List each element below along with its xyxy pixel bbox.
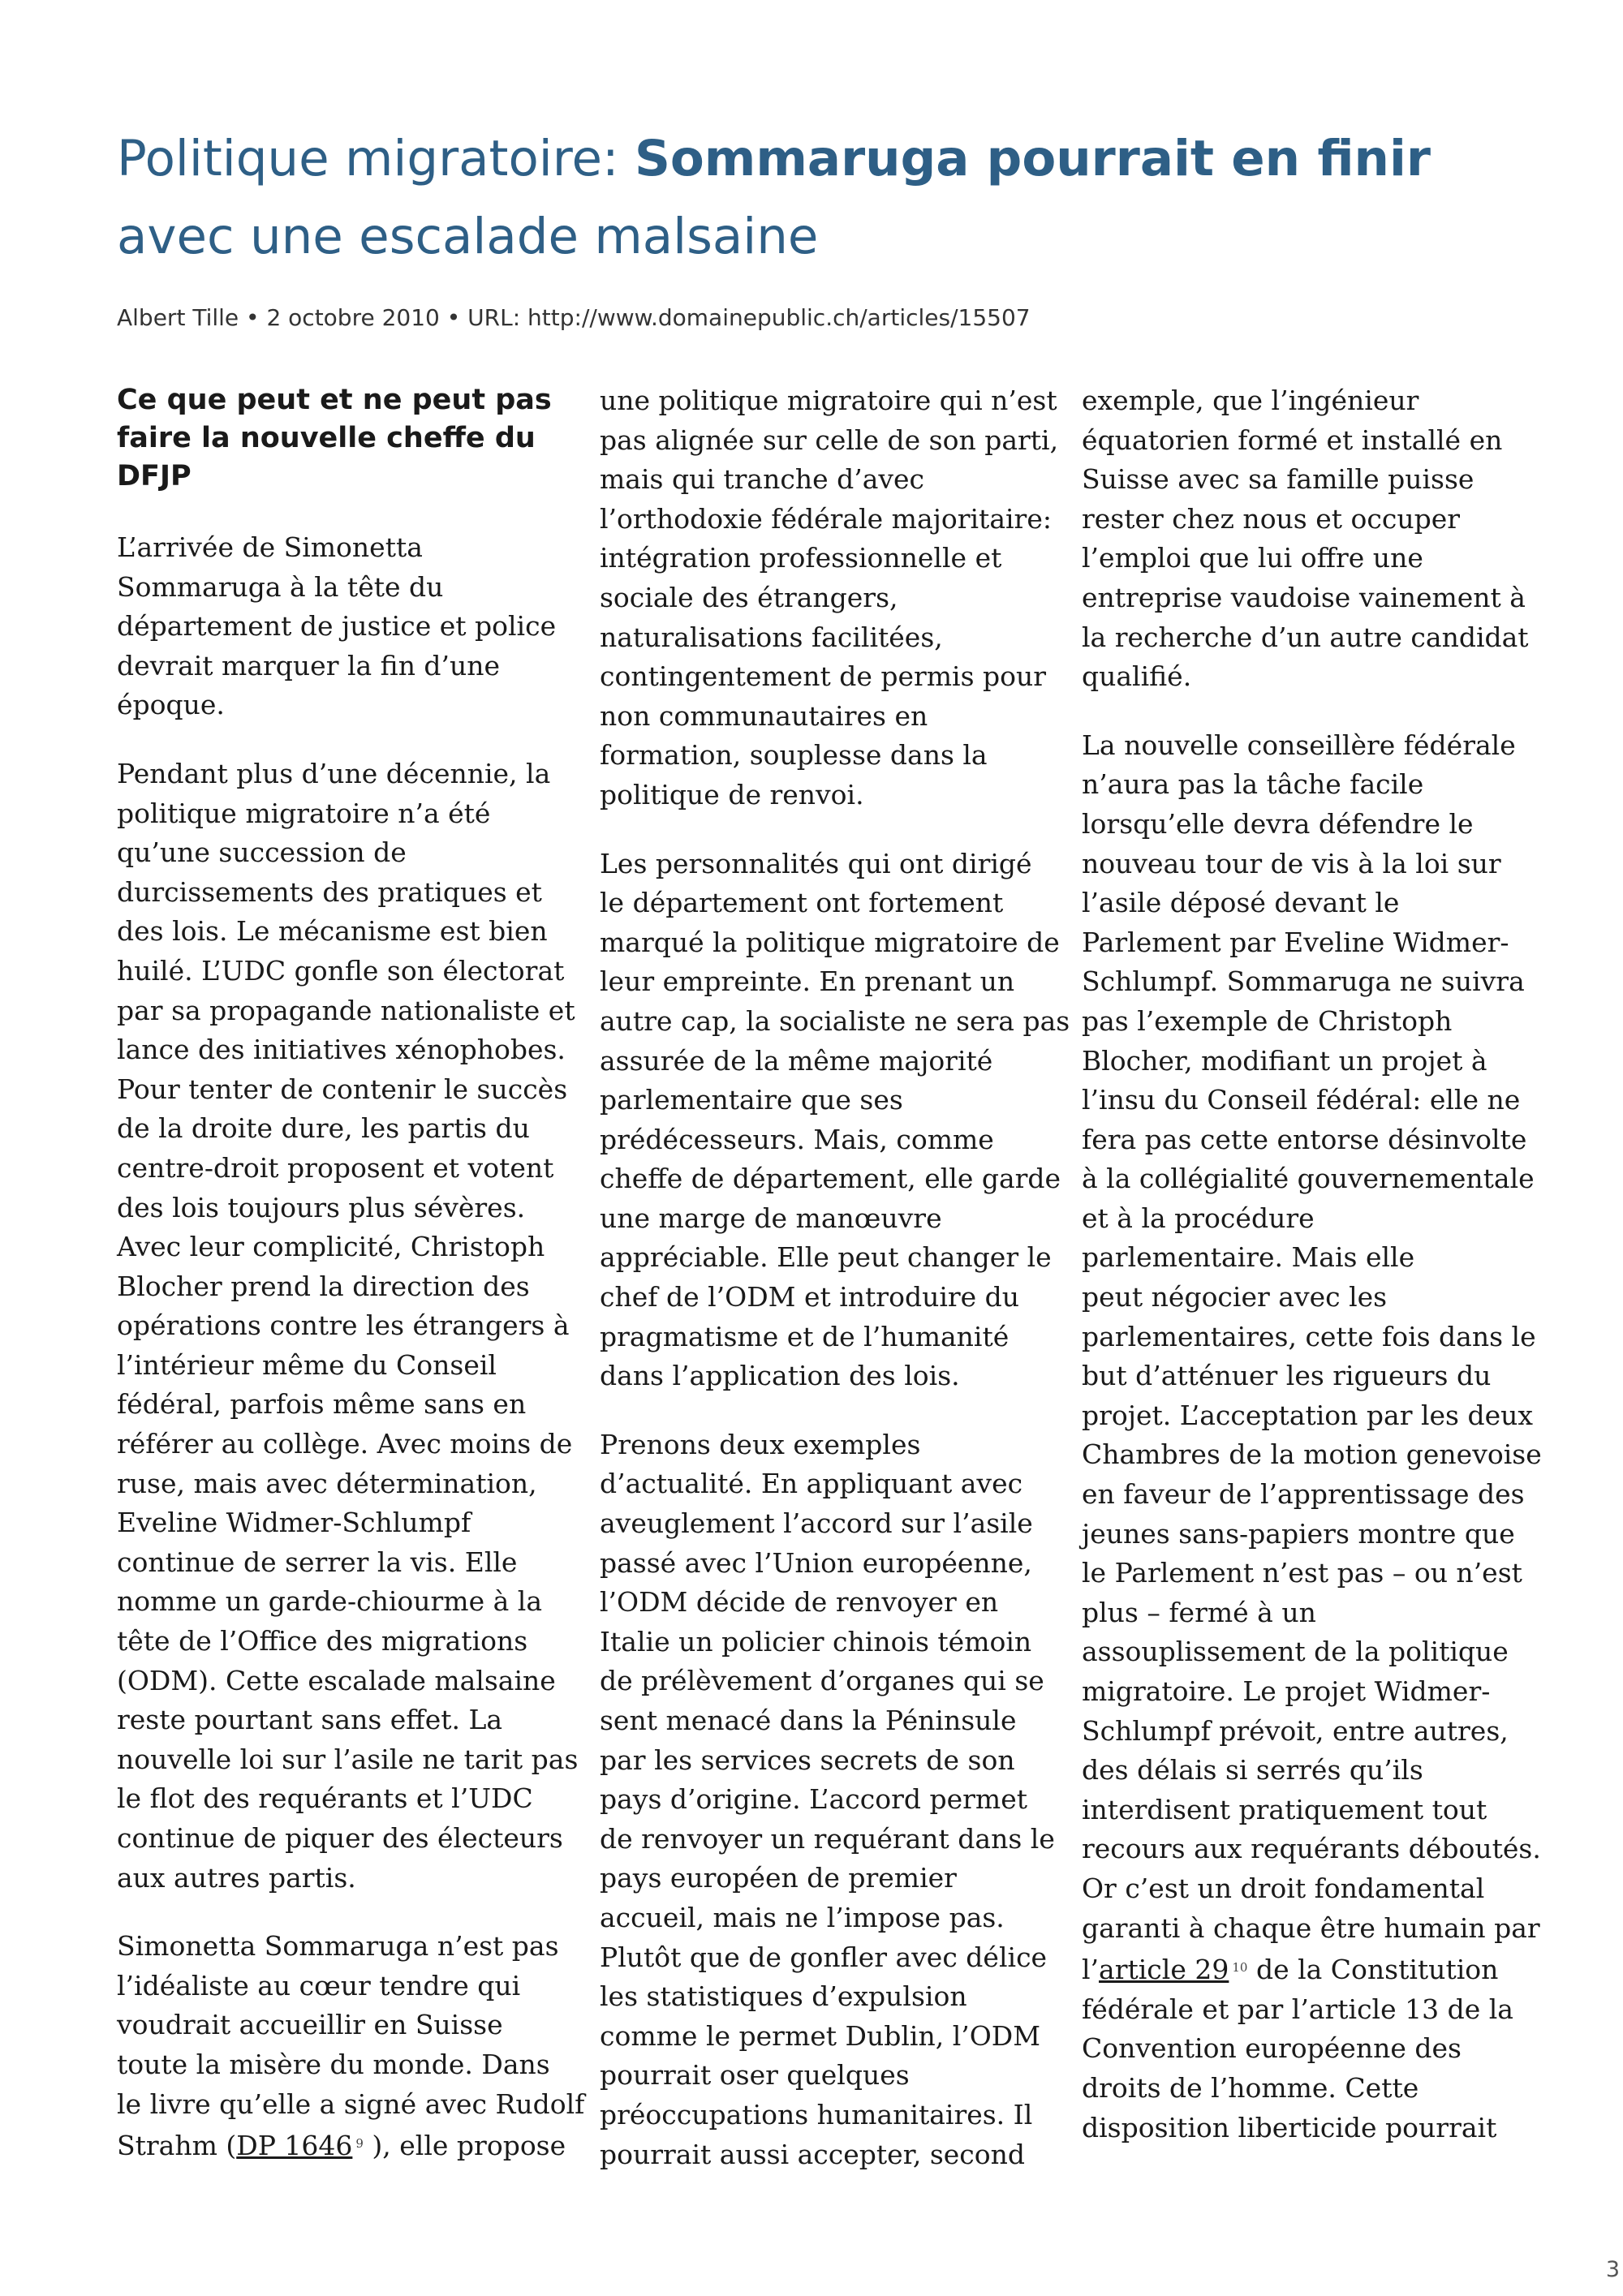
text-line: rester chez nous et occuper xyxy=(1082,502,1461,535)
text-line: parlementaire. Mais elle xyxy=(1082,1241,1415,1274)
title-part-3: avec une escalade malsaine xyxy=(117,208,819,265)
text-line xyxy=(117,2124,566,2166)
title-part-2: Sommaruga pourrait en finir xyxy=(634,130,1431,187)
text-line: Pour tenter de contenir le succès xyxy=(117,1073,568,1105)
paragraph xyxy=(600,845,1070,1396)
text-line: pourrait aussi accepter, second xyxy=(600,2138,1026,2170)
text-line: mais qui tranche d’avec xyxy=(600,463,925,496)
paragraph-lines xyxy=(117,1927,585,2124)
text-line: fédéral, parfois même sans en xyxy=(117,1388,527,1421)
text-line: une politique migratoire qui n’est xyxy=(600,385,1057,416)
text-line: pays européen de premier xyxy=(600,1862,957,1894)
text-segment: l’ xyxy=(1082,1954,1100,1986)
subhead-line: Ce que peut et ne peut pas xyxy=(117,384,552,416)
text-segment: Strahm ( xyxy=(117,2130,237,2162)
text-line: durcissements des pratiques et xyxy=(117,875,542,908)
paragraph xyxy=(1082,381,1529,697)
text-line: accueil, mais ne l’impose pas. xyxy=(600,1901,1005,1933)
text-line: nouvelle loi sur l’asile ne tarit pas xyxy=(117,1743,579,1775)
text-line: Suisse avec sa famille puisse xyxy=(1082,463,1474,496)
text-line: recours aux requérants déboutés. xyxy=(1082,1833,1541,1865)
text-line: n’aura pas la tâche facile xyxy=(1082,768,1424,801)
text-line: l’asile déposé devant le xyxy=(1082,887,1400,919)
text-line: interdisent pratiquement tout xyxy=(1082,1793,1487,1825)
text-line: nomme un garde-chiourme à la xyxy=(117,1585,542,1618)
text-line: ruse, mais avec détermination, xyxy=(117,1467,537,1499)
text-line: sent menacé dans la Péninsule xyxy=(600,1705,1017,1736)
text-line: le livre qu’elle a signé avec Rudolf xyxy=(117,2087,585,2120)
text-line: référer au collège. Avec moins de xyxy=(117,1428,573,1460)
text-line: l’intérieur même du Conseil xyxy=(117,1348,497,1381)
text-line: Italie un policier chinois témoin xyxy=(600,1625,1032,1658)
text-line: toute la misère du monde. Dans xyxy=(117,2048,550,2080)
text-line: but d’atténuer les rigueurs du xyxy=(1082,1360,1492,1392)
subhead-line: faire la nouvelle cheffe du xyxy=(117,422,536,454)
text-line: reste pourtant sans effet. La xyxy=(117,1704,503,1736)
text-line: politique migratoire n’a été xyxy=(117,797,491,829)
subhead-line: DFJP xyxy=(117,460,192,492)
text-line: peut négocier avec les xyxy=(1082,1281,1388,1314)
text-line: appréciable. Elle peut changer le xyxy=(600,1241,1052,1274)
text-segment: de la Constitution xyxy=(1247,1954,1499,1986)
text-line: de renvoyer un requérant dans le xyxy=(600,1822,1055,1855)
text-line: disposition liberticide pourrait xyxy=(1082,2111,1497,2143)
text-line: qu’une succession de xyxy=(117,836,407,869)
text-line: Or c’est un droit fondamental xyxy=(1082,1872,1485,1904)
column-3 xyxy=(1082,381,1542,2177)
text-line xyxy=(1082,1948,1520,1990)
text-line: parlementaires, cette fois dans le xyxy=(1082,1320,1536,1352)
text-line: autre cap, la socialiste ne sera pas xyxy=(600,1004,1070,1037)
text-line: L’arrivée de Simonetta xyxy=(117,531,423,563)
text-line: huilé. L’UDC gonfle son électorat xyxy=(117,954,565,987)
text-line: époque. xyxy=(117,689,225,721)
text-line: sociale des étrangers, xyxy=(600,581,898,613)
text-line: migratoire. Le projet Widmer- xyxy=(1082,1675,1491,1707)
text-line: Chambres de la motion genevoise xyxy=(1082,1438,1542,1471)
text-line: Sommaruga à la tête du xyxy=(117,570,444,603)
text-line: pragmatisme et de l’humanité xyxy=(600,1320,1010,1352)
text-line: par les services secrets de son xyxy=(600,1743,1015,1776)
text-line: équatorien formé et installé en xyxy=(1082,424,1503,456)
text-line: Convention européenne des xyxy=(1082,2032,1462,2065)
text-line: en faveur de l’apprentissage des xyxy=(1082,1478,1525,1511)
text-line: une marge de manœuvre xyxy=(600,1202,942,1234)
footnote-marker[interactable]: 9 xyxy=(355,2136,364,2152)
text-line: comme le permet Dublin, l’ODM xyxy=(600,2019,1041,2052)
text-line: de la droite dure, les partis du xyxy=(117,1112,530,1145)
text-line: de prélèvement d’organes qui se xyxy=(600,1665,1044,1697)
text-line: la recherche d’un autre candidat xyxy=(1082,621,1529,653)
text-line: Pendant plus d’une décennie, la xyxy=(117,757,551,789)
text-line: le flot des requérants et l’UDC xyxy=(117,1782,533,1815)
text-line: formation, souplesse dans la xyxy=(600,739,988,772)
paragraph xyxy=(600,381,1059,815)
text-line: garanti à chaque être humain par xyxy=(1082,1911,1540,1944)
text-line: assurée de la même majorité xyxy=(600,1044,993,1077)
text-line: contingentement de permis pour xyxy=(600,660,1047,693)
section-subheading xyxy=(117,381,555,496)
text-line: Prenons deux exemples xyxy=(600,1428,921,1460)
text-line: des lois toujours plus sévères. xyxy=(117,1191,526,1223)
text-line: continue de piquer des électeurs xyxy=(117,1822,563,1854)
text-line: politique de renvoi. xyxy=(600,778,864,810)
text-line: pourrait oser quelques xyxy=(600,2059,910,2092)
text-line: aux autres partis. xyxy=(117,1861,356,1894)
footnote-marker[interactable]: 10 xyxy=(1232,1960,1248,1976)
text-line: centre-droit proposent et votent xyxy=(117,1151,554,1184)
text-line: chef de l’ODM et introduire du xyxy=(600,1281,1020,1314)
paragraph-lines xyxy=(1082,726,1542,1948)
text-line: prédécesseurs. Mais, comme xyxy=(600,1123,994,1155)
text-line: Eveline Widmer-Schlumpf xyxy=(117,1507,471,1539)
text-line: plus – fermé à un xyxy=(1082,1596,1316,1628)
text-line: Blocher, modifiant un projet à xyxy=(1082,1044,1487,1077)
text-line: l’emploi que lui offre une xyxy=(1082,542,1423,574)
text-line: cheffe de département, elle garde xyxy=(600,1163,1061,1195)
text-line: par sa propagande nationaliste et xyxy=(117,994,575,1026)
text-line: l’insu du Conseil fédéral: elle ne xyxy=(1082,1084,1521,1116)
text-line: d’actualité. En appliquant avec xyxy=(600,1468,1023,1500)
paragraph-lines xyxy=(1082,1990,1520,2148)
text-line: le Parlement n’est pas – ou n’est xyxy=(1082,1557,1522,1589)
text-line: l’idéaliste au cœur tendre qui xyxy=(117,1969,521,2001)
text-line: des délais si serrés qu’ils xyxy=(1082,1754,1423,1786)
text-line: fédérale et par l’article 13 de la xyxy=(1082,1993,1513,2025)
text-line: pas alignée sur celle de son parti, xyxy=(600,424,1059,456)
text-line: exemple, que l’ingénieur xyxy=(1082,385,1419,416)
paragraph xyxy=(1082,726,1542,2148)
text-line: aveuglement l’accord sur l’asile xyxy=(600,1507,1033,1540)
paragraph xyxy=(117,528,555,725)
text-line: Schlumpf. Sommaruga ne suivra xyxy=(1082,965,1525,998)
text-line: Avec leur complicité, Christoph xyxy=(117,1231,545,1263)
article-29-link[interactable]: article 29 xyxy=(1099,1954,1229,1986)
text-line: Plutôt que de gonfler avec délice xyxy=(600,1941,1048,1973)
text-line: Schlumpf prévoit, entre autres, xyxy=(1082,1714,1509,1747)
paragraph xyxy=(600,1425,1055,2174)
text-line: et à la procédure xyxy=(1082,1202,1315,1234)
text-line: les statistiques d’expulsion xyxy=(600,1980,967,2013)
text-line: naturalisations facilitées, xyxy=(600,621,943,653)
text-line: l’ODM décide de renvoyer en xyxy=(600,1586,999,1619)
article-meta: Albert Tille • 2 octobre 2010 • URL: http://www.domainepublic.ch/articles/15507 xyxy=(117,304,1031,331)
text-line: le département ont fortement xyxy=(600,887,1004,919)
text-line: intégration professionnelle et xyxy=(600,542,1002,574)
text-line: assouplissement de la politique xyxy=(1082,1636,1509,1668)
text-line: tête de l’Office des migrations xyxy=(117,1625,528,1658)
text-line: fera pas cette entorse désinvolte xyxy=(1082,1123,1527,1155)
text-line: nouveau tour de vis à la loi sur xyxy=(1082,847,1501,879)
text-line: Les personnalités qui ont dirigé xyxy=(600,847,1032,879)
text-line: continue de serrer la vis. Elle xyxy=(117,1546,518,1578)
text-line: projet. L’acceptation par les deux xyxy=(1082,1399,1534,1431)
text-line: département de justice et police xyxy=(117,610,557,643)
text-line: leur empreinte. En prenant un xyxy=(600,965,1015,998)
text-line: dans l’application des lois. xyxy=(600,1360,960,1392)
text-line: passé avec l’Union européenne, xyxy=(600,1546,1032,1579)
text-line: droits de l’homme. Cette xyxy=(1082,2071,1419,2104)
article-title xyxy=(117,120,1545,276)
text-line: des lois. Le mécanisme est bien xyxy=(117,915,548,948)
paragraph xyxy=(117,755,579,1898)
text-line: parlementaire que ses xyxy=(600,1084,903,1116)
column-2 xyxy=(600,381,1070,2204)
text-line: jeunes sans-papiers montre que xyxy=(1082,1517,1515,1550)
text-line: qualifié. xyxy=(1082,660,1192,693)
text-line: l’orthodoxie fédérale majoritaire: xyxy=(600,502,1052,535)
text-line: pas l’exemple de Christoph xyxy=(1082,1004,1453,1037)
dp-1646-link[interactable]: DP 1646 xyxy=(236,2130,353,2162)
page-number: 3 xyxy=(1605,2257,1620,2282)
text-line: pays d’origine. L’accord permet xyxy=(600,1783,1028,1816)
text-line: devrait marquer la fin d’une xyxy=(117,649,501,681)
text-line: non communautaires en xyxy=(600,699,928,732)
text-line: entreprise vaudoise vainement à xyxy=(1082,581,1526,613)
text-line: Blocher prend la direction des xyxy=(117,1270,530,1302)
text-line: opérations contre les étrangers à xyxy=(117,1309,570,1342)
text-line: Simonetta Sommaruga n’est pas xyxy=(117,1930,559,1963)
text-line: voudrait accueillir en Suisse xyxy=(117,2009,503,2041)
column-1 xyxy=(117,381,585,2195)
text-line: lance des initiatives xénophobes. xyxy=(117,1034,566,1066)
text-line: à la collégialité gouvernementale xyxy=(1082,1163,1535,1195)
text-line: marqué la politique migratoire de xyxy=(600,926,1060,958)
text-line: (ODM). Cette escalade malsaine xyxy=(117,1664,556,1696)
text-line: préoccupations humanitaires. Il xyxy=(600,2098,1033,2130)
text-line: La nouvelle conseillère fédérale xyxy=(1082,729,1516,761)
title-part-1: Politique migratoire: xyxy=(117,130,635,187)
text-line: lorsqu’elle devra défendre le xyxy=(1082,807,1474,840)
text-line: Parlement par Eveline Widmer- xyxy=(1082,926,1509,958)
text-segment: ), elle propose xyxy=(363,2130,566,2162)
paragraph xyxy=(117,1927,585,2166)
